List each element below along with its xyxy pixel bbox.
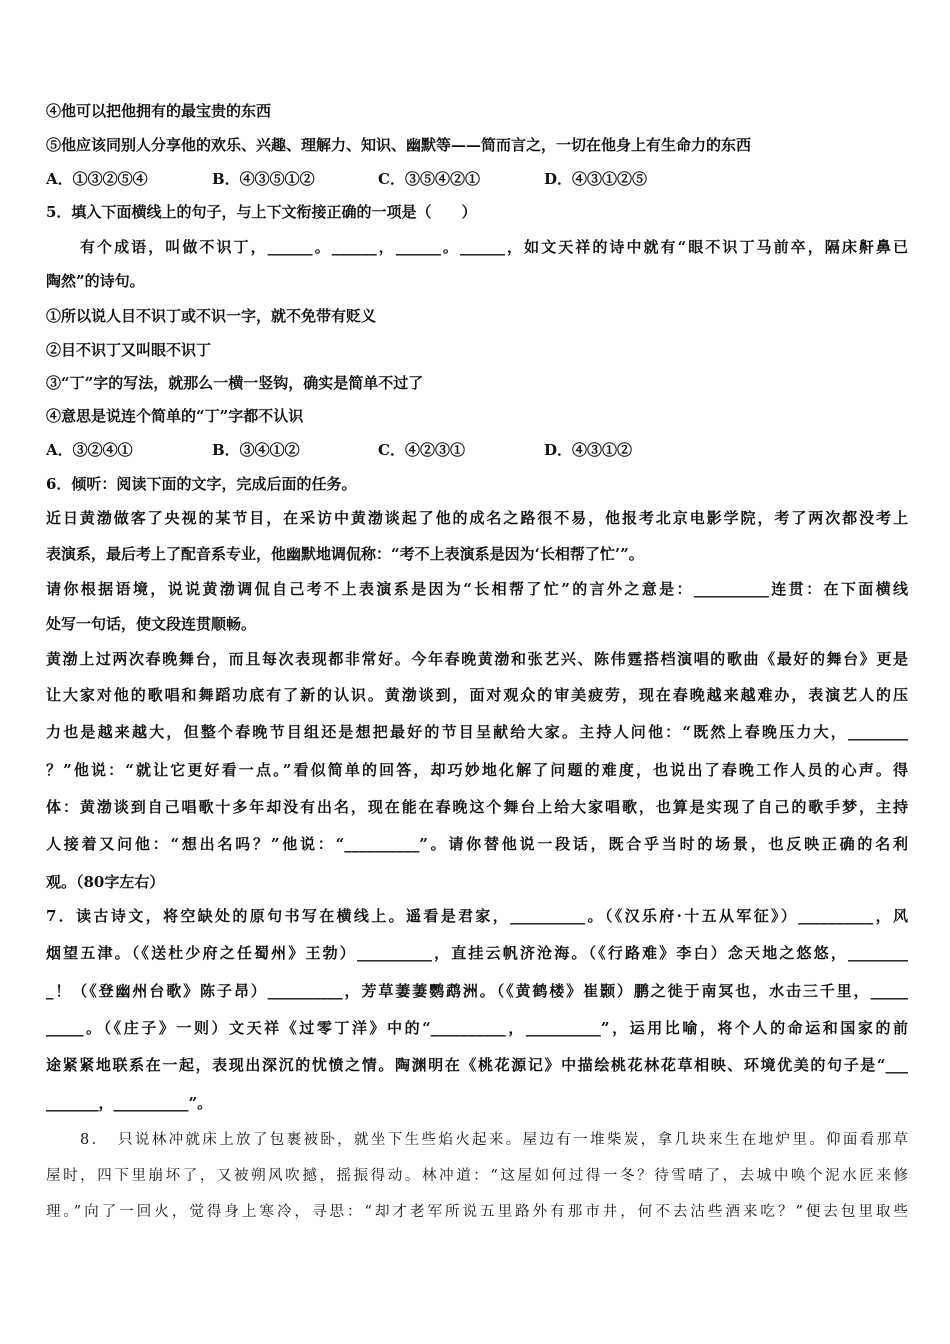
q6-passage-line: 人接着又问他：“想出名吗？”他说：“__________”。请你替他说一段话，既合乎当时的场景，也反映正确的名利 (46, 835, 908, 853)
q4-option-a[interactable]: A．①③②⑤④ (46, 170, 148, 188)
q7-line: _______，__________”。 (46, 1094, 213, 1112)
q5-options (46, 440, 908, 460)
q5-item-4: ④意思是说连个简单的“丁”字都不认识 (46, 407, 304, 425)
q4-option-d[interactable]: D．④③①②⑤ (544, 170, 648, 188)
q5-passage-line: 陶然”的诗句。 (46, 272, 145, 290)
q6-passage-line: ？”他说：“就让它更好看一点。”看似简单的回答，却巧妙地化解了问题的难度，也说出了春晚工作人员的心声。得 (46, 761, 908, 779)
q7-line: _____。（《庄子》一则）文天祥《过零丁洋》中的“__________，__________”，运用比喻，将个人的命运和国家的前 (46, 1019, 908, 1037)
q6-passage-line: 观。（80字左右） (46, 873, 165, 891)
q5-stem: 5．填入下面横线上的句子，与上下文衔接正确的一项是（ ） (46, 203, 477, 221)
q6-passage-line: 让大家对他的歌唱和舞蹈功底有了新的认识。黄渤谈到，面对观众的审美疲劳，现在春晚越来越难办，表演艺人的压 (46, 686, 908, 704)
q7-line: 7．读古诗文，将空缺处的原句书写在横线上。遥看是君家，__________。（《汉乐府·十五从军征》）__________，风 (46, 907, 908, 925)
q6-stem: 6．倾听：阅读下面的文字，完成后面的任务。 (46, 475, 357, 493)
q6-passage-line: 体：黄渤谈到自己唱歌十多年却没有出名，现在能在春晚这个舞台上给大家唱歌，也算是实现了自己的歌手梦，主持 (46, 798, 908, 816)
q4-option-b[interactable]: B．④③⑤①② (212, 170, 315, 188)
q5-passage-line: 有个成语，叫做不识丁，______。______，______。______，如文天祥的诗中就有“眼不识丁马前卒，隔床鼾鼻已 (80, 238, 908, 256)
q6-passage-line: 黄渤上过两次春晚舞台，而且每次表现都非常好。今年春晚黄渤和张艺兴、陈伟霆搭档演唱的歌曲《最好的舞台》更是 (46, 650, 908, 668)
q4-option-c[interactable]: C．③⑤④②① (378, 170, 480, 188)
q5-option-b[interactable]: B．③④①② (212, 441, 300, 459)
q8-passage-line: 8． 只说林冲就床上放了包裹被卧，就坐下生些焰火起来。屋边有一堆柴炭，拿几块来生在地炉里。仰面看那草 (80, 1132, 908, 1148)
q6-passage-line: 力也是越来越大，但整个春晚节目组还是想把最好的节目呈献给大家。主持人问他：“既然上春晚压力大，________ (46, 723, 908, 741)
q4-item-5: ⑤他应该同别人分享他的欢乐、兴趣、理解力、知识、幽默等——简而言之，一切在他身上有生命力的东西 (46, 136, 752, 154)
q4-item-4: ④他可以把他拥有的最宝贵的东西 (46, 102, 272, 120)
q7-line: 途紧紧地联系在一起，表现出深沉的忧愤之情。陶渊明在《桃花源记》中描绘桃花林花草相映、环境优美的句子是“___ (46, 1056, 908, 1074)
q5-item-1: ①所以说人目不识丁或不识一字，就不免带有贬义 (46, 307, 377, 325)
q5-item-2: ②目不识丁又叫眼不识丁 (46, 341, 212, 359)
q8-passage-line: 屋时，四下里崩坏了，又被朔风吹撼，摇振得动。林冲道：“这屋如何过得一冬？待雪晴了，去城中唤个泥水匠来修 (46, 1168, 908, 1184)
q6-passage-line: 表演系，最后考上了配音系专业，他幽默地调侃称：“考不上表演系是因为‘长相帮了忙’”。 (46, 545, 644, 563)
q5-option-c[interactable]: C．④②③① (378, 441, 465, 459)
q5-option-d[interactable]: D．④③①② (544, 441, 633, 459)
q7-line: 烟望五津。（《送杜少府之任蜀州》王勃）__________，直挂云帆济沧海。（《行路难》李白）念天地之悠悠，________ (46, 944, 908, 962)
q7-line: _！（《登幽州台歌》陈子昂）__________，芳草萋萋鹦鹉洲。（《黄鹤楼》崔颢）鹏之徙于南冥也，水击三千里，_____ (46, 982, 908, 1000)
q8-passage-line: 理。”向了一回火，觉得身上寒冷，寻思：“却才老军所说五里路外有那市井，何不去沽些酒来吃？”便去包里取些 (46, 1204, 908, 1220)
q6-passage-line: 近日黄渤做客了央视的某节目，在采访中黄渤谈起了他的成名之路很不易，他报考北京电影学院，考了两次都没考上 (46, 509, 908, 527)
q6-task-line: 请你根据语境，说说黄渤调侃自己考不上表演系是因为“长相帮了忙”的言外之意是：__________连贯：在下面横线 (46, 580, 908, 598)
q5-option-a[interactable]: A．③②④① (46, 441, 133, 459)
q4-options (46, 169, 908, 189)
q6-task-line: 处写一句话，使文段连贯顺畅。 (46, 615, 257, 633)
q5-item-3: ③“丁”字的写法，就那么一横一竖钩，确实是简单不过了 (46, 374, 424, 392)
